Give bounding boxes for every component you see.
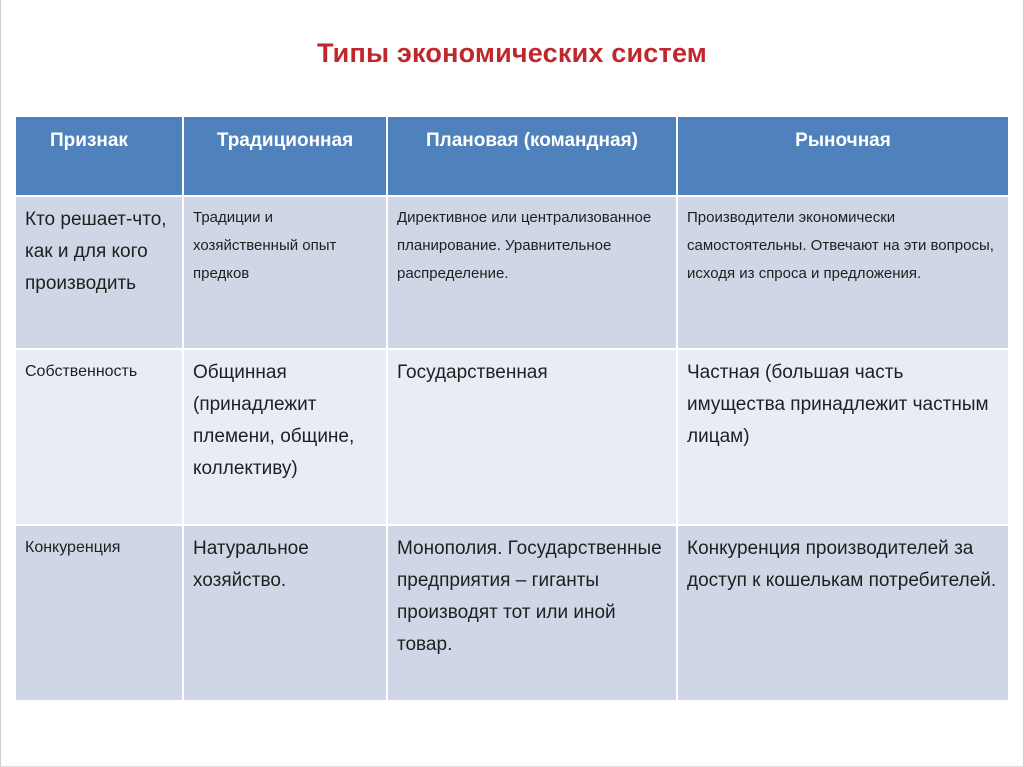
cell-market: Производители экономически самостоятельны. Отвечают на эти вопросы, исходя из спроса и предложения. [677, 196, 1009, 349]
cell-traditional: Общинная (принадлежит племени, общине, коллективу) [183, 349, 387, 525]
header-criterion: Признак [15, 116, 183, 196]
cell-market: Частная (большая часть имущества принадлежит частным лицам) [677, 349, 1009, 525]
header-planned: Плановая (командная) [387, 116, 677, 196]
table-row [15, 349, 1009, 525]
table-row [15, 196, 1009, 349]
table-header-row [15, 116, 1009, 196]
slide-title: Типы экономических систем [317, 38, 707, 68]
cell-traditional: Традиции и хозяйственный опыт предков [183, 196, 387, 349]
cell-traditional: Натуральное хозяйство. [183, 525, 387, 701]
cell-criterion: Собственность [15, 349, 183, 525]
cell-criterion: Конкуренция [15, 525, 183, 701]
cell-market: Конкуренция производителей за доступ к кошелькам потребителей. [677, 525, 1009, 701]
cell-criterion: Кто решает-что, как и для кого производить [15, 196, 183, 349]
header-traditional: Традиционная [183, 116, 387, 196]
header-market: Рыночная [677, 116, 1009, 196]
cell-planned: Монополия. Государственные предприятия – гиганты производят тот или иной товар. [387, 525, 677, 701]
economic-systems-table [14, 115, 1010, 702]
cell-planned: Директивное или централизованное планирование. Уравнительное распределение. [387, 196, 677, 349]
table-row [15, 525, 1009, 701]
cell-planned: Государственная [387, 349, 677, 525]
